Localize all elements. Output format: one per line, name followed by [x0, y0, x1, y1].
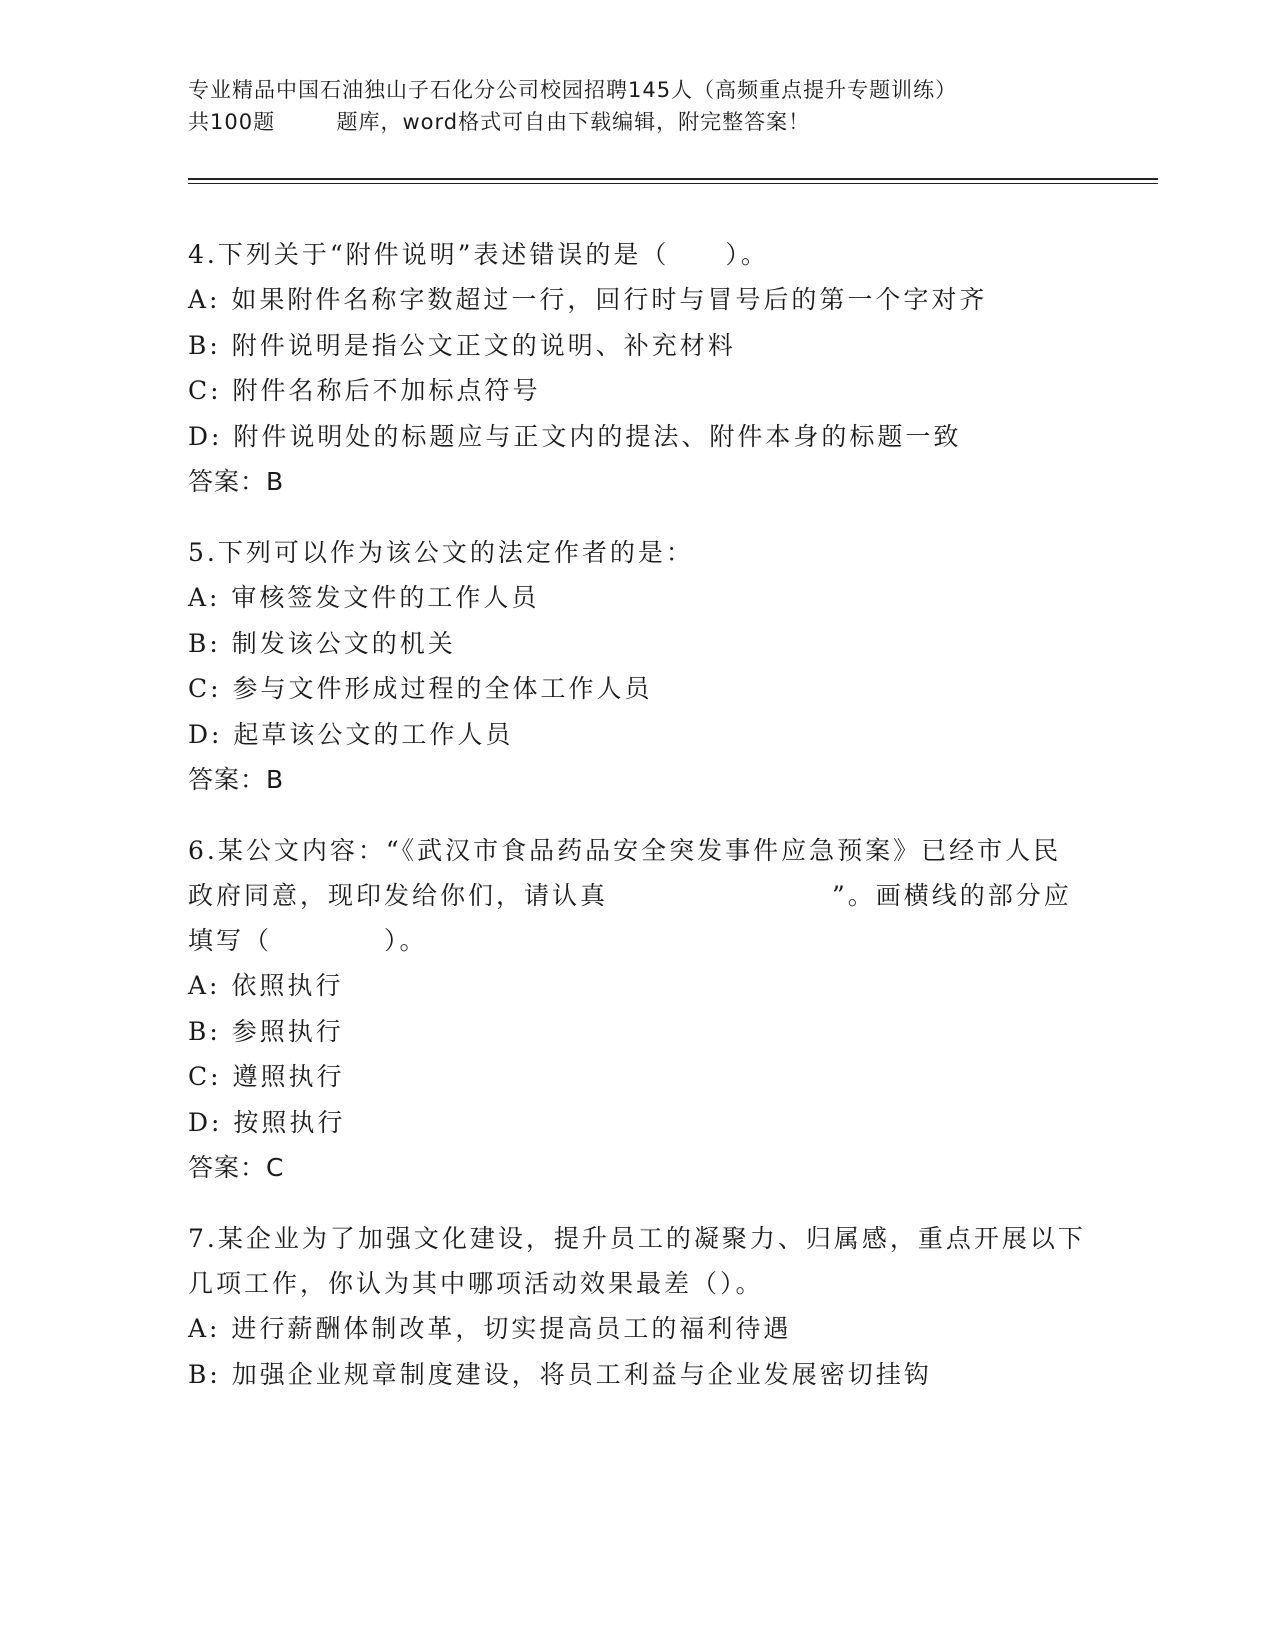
- option-d: D: 起草该公文的工作人员: [188, 719, 514, 749]
- option-a: A: 审核签发文件的工作人员: [188, 583, 540, 612]
- option-a: A: 进行薪酬体制改革，切实提高员工的福利待遇: [188, 1314, 792, 1343]
- option-b: B: 附件说明是指公文正文的说明、补充材料: [188, 330, 736, 360]
- option-d: D: 附件说明处的标题应与正文内的提法、附件本身的标题一致: [188, 421, 962, 451]
- answer-line: 答案：C: [188, 1153, 285, 1182]
- question-stem: 4.下列关于“附件说明”表述错误的是（ ）。: [188, 240, 769, 269]
- question-item: [188, 232, 1088, 504]
- document-header: [188, 74, 1088, 138]
- option-c: C: 附件名称后不加标点符号: [188, 376, 541, 405]
- header-divider-thick: [188, 178, 1158, 180]
- option-b: B: 参照执行: [188, 1016, 344, 1046]
- header-divider-thin: [188, 183, 1158, 184]
- answer-line: 答案：B: [188, 467, 285, 496]
- question-item: [188, 1216, 1088, 1397]
- option-c: C: 遵照执行: [188, 1062, 345, 1091]
- question-item: [188, 828, 1088, 1190]
- question-list: [188, 232, 1088, 1423]
- header-subtitle-line: 共100题 题库，word格式可自由下载编辑，附完整答案！: [188, 110, 811, 134]
- question-stem: 5.下列可以作为该公文的法定作者的是：: [188, 538, 694, 567]
- option-c: C: 参与文件形成过程的全体工作人员: [188, 674, 653, 703]
- question-stem: 6.某公文内容：“《武汉市食品药品安全突发事件应急预案》已经市人民政府同意，现印发给你们，请认真 ”。画横线的部分应填写（ ）。: [188, 836, 1072, 955]
- option-d: D: 按照执行: [188, 1107, 346, 1137]
- header-title-line: 专业精品中国石油独山子石化分公司校园招聘145人（高频重点提升专题训练）: [188, 78, 958, 102]
- option-a: A: 依照执行: [188, 971, 344, 1000]
- option-a: A: 如果附件名称字数超过一行，回行时与冒号后的第一个字对齐: [188, 285, 988, 314]
- question-stem: 7.某企业为了加强文化建设，提升员工的凝聚力、归属感，重点开展以下几项工作，你认为其中哪项活动效果最差（）。: [188, 1224, 1086, 1298]
- question-item: [188, 530, 1088, 802]
- answer-line: 答案：B: [188, 765, 285, 794]
- option-b: B: 加强企业规章制度建设，将员工利益与企业发展密切挂钩: [188, 1359, 932, 1389]
- option-b: B: 制发该公文的机关: [188, 628, 456, 658]
